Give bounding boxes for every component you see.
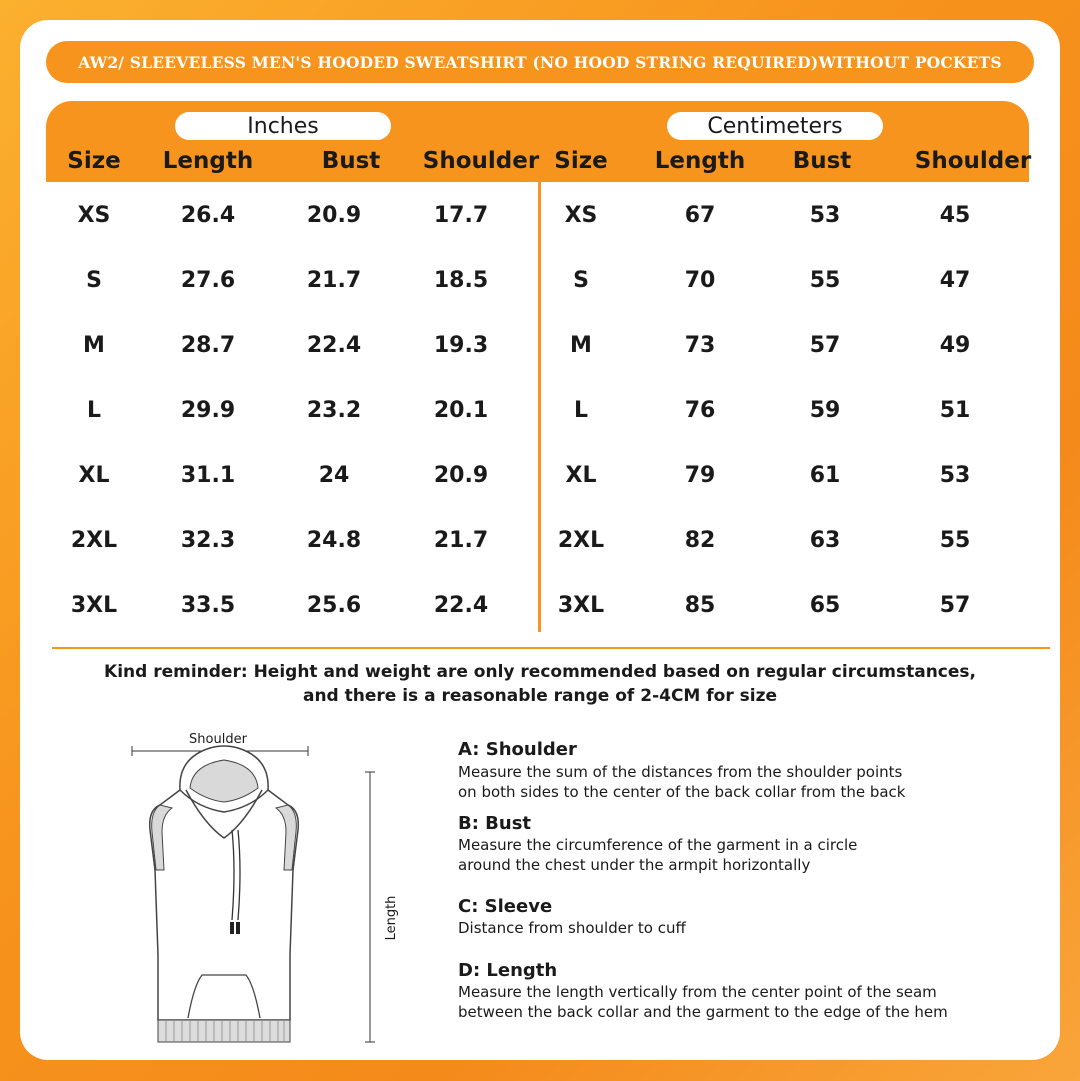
measure-length-title: D: Length xyxy=(458,960,558,981)
cell-cm-bust: 63 xyxy=(809,527,841,553)
size-chart-card xyxy=(20,20,1060,1060)
cell-in-size: XL xyxy=(78,462,110,488)
cell-cm-length: 76 xyxy=(684,397,716,423)
cell-in-size: L xyxy=(86,397,102,423)
cell-in-bust: 21.7 xyxy=(306,267,362,293)
cell-in-bust: 23.2 xyxy=(306,397,362,423)
cell-cm-shoulder: 47 xyxy=(939,267,971,293)
title-banner xyxy=(46,41,1034,83)
cell-in-length: 29.9 xyxy=(180,397,236,423)
measure-sleeve-desc: Distance from shoulder to cuff xyxy=(458,919,686,937)
cell-cm-shoulder: 45 xyxy=(939,202,971,228)
cell-cm-bust: 53 xyxy=(809,202,841,228)
header-cm-length: Length xyxy=(654,148,746,174)
cell-in-length: 27.6 xyxy=(180,267,236,293)
cell-in-size: S xyxy=(86,267,102,293)
cell-cm-bust: 65 xyxy=(809,592,841,618)
cell-in-shoulder: 22.4 xyxy=(433,592,489,618)
cell-in-size: M xyxy=(83,332,105,358)
cell-cm-size: XL xyxy=(565,462,597,488)
header-in-length: Length xyxy=(162,148,254,174)
cell-cm-size: S xyxy=(573,267,589,293)
table-header xyxy=(46,101,1032,182)
cell-cm-length: 73 xyxy=(684,332,716,358)
measure-length-desc xyxy=(458,982,1048,1022)
page-title: AW2/ SLEEVELESS MEN'S HOODED SWEATSHIRT (NO HOOD STRING REQUIRED)WITHOUT POCKETS xyxy=(78,52,1002,72)
cell-in-length: 28.7 xyxy=(180,332,236,358)
measure-shoulder-desc xyxy=(458,762,1048,802)
header-in-bust: Bust xyxy=(321,148,381,174)
cell-cm-size: 3XL xyxy=(557,592,605,618)
cell-cm-length: 79 xyxy=(684,462,716,488)
cell-in-bust: 22.4 xyxy=(306,332,362,358)
cell-in-size: 3XL xyxy=(70,592,118,618)
cell-cm-bust: 61 xyxy=(809,462,841,488)
measure-shoulder-title: A: Shoulder xyxy=(458,739,577,760)
cell-cm-size: 2XL xyxy=(557,527,605,553)
group-label-centimeters: Centimeters xyxy=(667,112,883,140)
cell-in-shoulder: 20.1 xyxy=(433,397,489,423)
header-cm-shoulder: Shoulder xyxy=(914,148,1032,174)
header-cm-bust: Bust xyxy=(792,148,852,174)
cell-in-length: 26.4 xyxy=(180,202,236,228)
cell-in-length: 31.1 xyxy=(180,462,236,488)
measure-sleeve-title: C: Sleeve xyxy=(458,896,553,917)
cell-cm-shoulder: 49 xyxy=(939,332,971,358)
cell-cm-length: 67 xyxy=(684,202,716,228)
cell-in-bust: 25.6 xyxy=(306,592,362,618)
cell-in-shoulder: 19.3 xyxy=(433,332,489,358)
cell-in-length: 32.3 xyxy=(180,527,236,553)
cell-cm-size: L xyxy=(573,397,589,423)
measure-bust-title: B: Bust xyxy=(458,813,532,834)
header-in-size: Size xyxy=(67,148,121,174)
cell-cm-bust: 55 xyxy=(809,267,841,293)
measure-bust-desc xyxy=(458,835,1048,875)
cell-cm-length: 82 xyxy=(684,527,716,553)
cell-in-bust: 24 xyxy=(318,462,350,488)
cell-in-shoulder: 20.9 xyxy=(433,462,489,488)
cell-cm-bust: 57 xyxy=(809,332,841,358)
measure-length-desc-2: between the back collar and the garment to the edge of the hem xyxy=(458,1003,948,1021)
section-divider xyxy=(52,647,1050,649)
reminder-line-2: and there is a reasonable range of 2-4CM for size xyxy=(302,686,778,706)
cell-cm-size: M xyxy=(570,332,592,358)
kind-reminder xyxy=(50,660,1030,708)
cell-cm-length: 85 xyxy=(684,592,716,618)
cell-in-bust: 24.8 xyxy=(306,527,362,553)
group-label-inches: Inches xyxy=(175,112,391,140)
cell-cm-size: XS xyxy=(564,202,598,228)
cell-cm-bust: 59 xyxy=(809,397,841,423)
cell-in-size: 2XL xyxy=(70,527,118,553)
diagram-label-length: Length xyxy=(384,895,399,941)
cell-cm-shoulder: 51 xyxy=(939,397,971,423)
measure-shoulder-desc-1: Measure the sum of the distances from the shoulder points xyxy=(458,763,903,781)
cell-in-shoulder: 18.5 xyxy=(433,267,489,293)
cell-cm-length: 70 xyxy=(684,267,716,293)
cell-in-length: 33.5 xyxy=(180,592,236,618)
cell-cm-shoulder: 55 xyxy=(939,527,971,553)
cell-in-shoulder: 17.7 xyxy=(433,202,489,228)
diagram-label-shoulder: Shoulder xyxy=(189,732,247,747)
cell-cm-shoulder: 57 xyxy=(939,592,971,618)
cell-cm-shoulder: 53 xyxy=(939,462,971,488)
measure-bust-desc-2: around the chest under the armpit horizontally xyxy=(458,856,811,874)
sleeveless-hoodie-icon xyxy=(120,720,440,1050)
measure-bust-desc-1: Measure the circumference of the garment in a circle xyxy=(458,836,858,854)
cell-in-bust: 20.9 xyxy=(306,202,362,228)
header-cm-size: Size xyxy=(554,148,608,174)
measure-shoulder-desc-2: on both sides to the center of the back collar from the back xyxy=(458,783,906,801)
reminder-line-1: Kind reminder: Height and weight are only recommended based on regular circumstances, xyxy=(104,662,976,682)
hoodie-diagram xyxy=(120,720,440,1050)
measure-length-desc-1: Measure the length vertically from the center point of the seam xyxy=(458,983,937,1001)
cell-in-shoulder: 21.7 xyxy=(433,527,489,553)
cell-in-size: XS xyxy=(77,202,111,228)
header-in-shoulder: Shoulder xyxy=(422,148,540,174)
